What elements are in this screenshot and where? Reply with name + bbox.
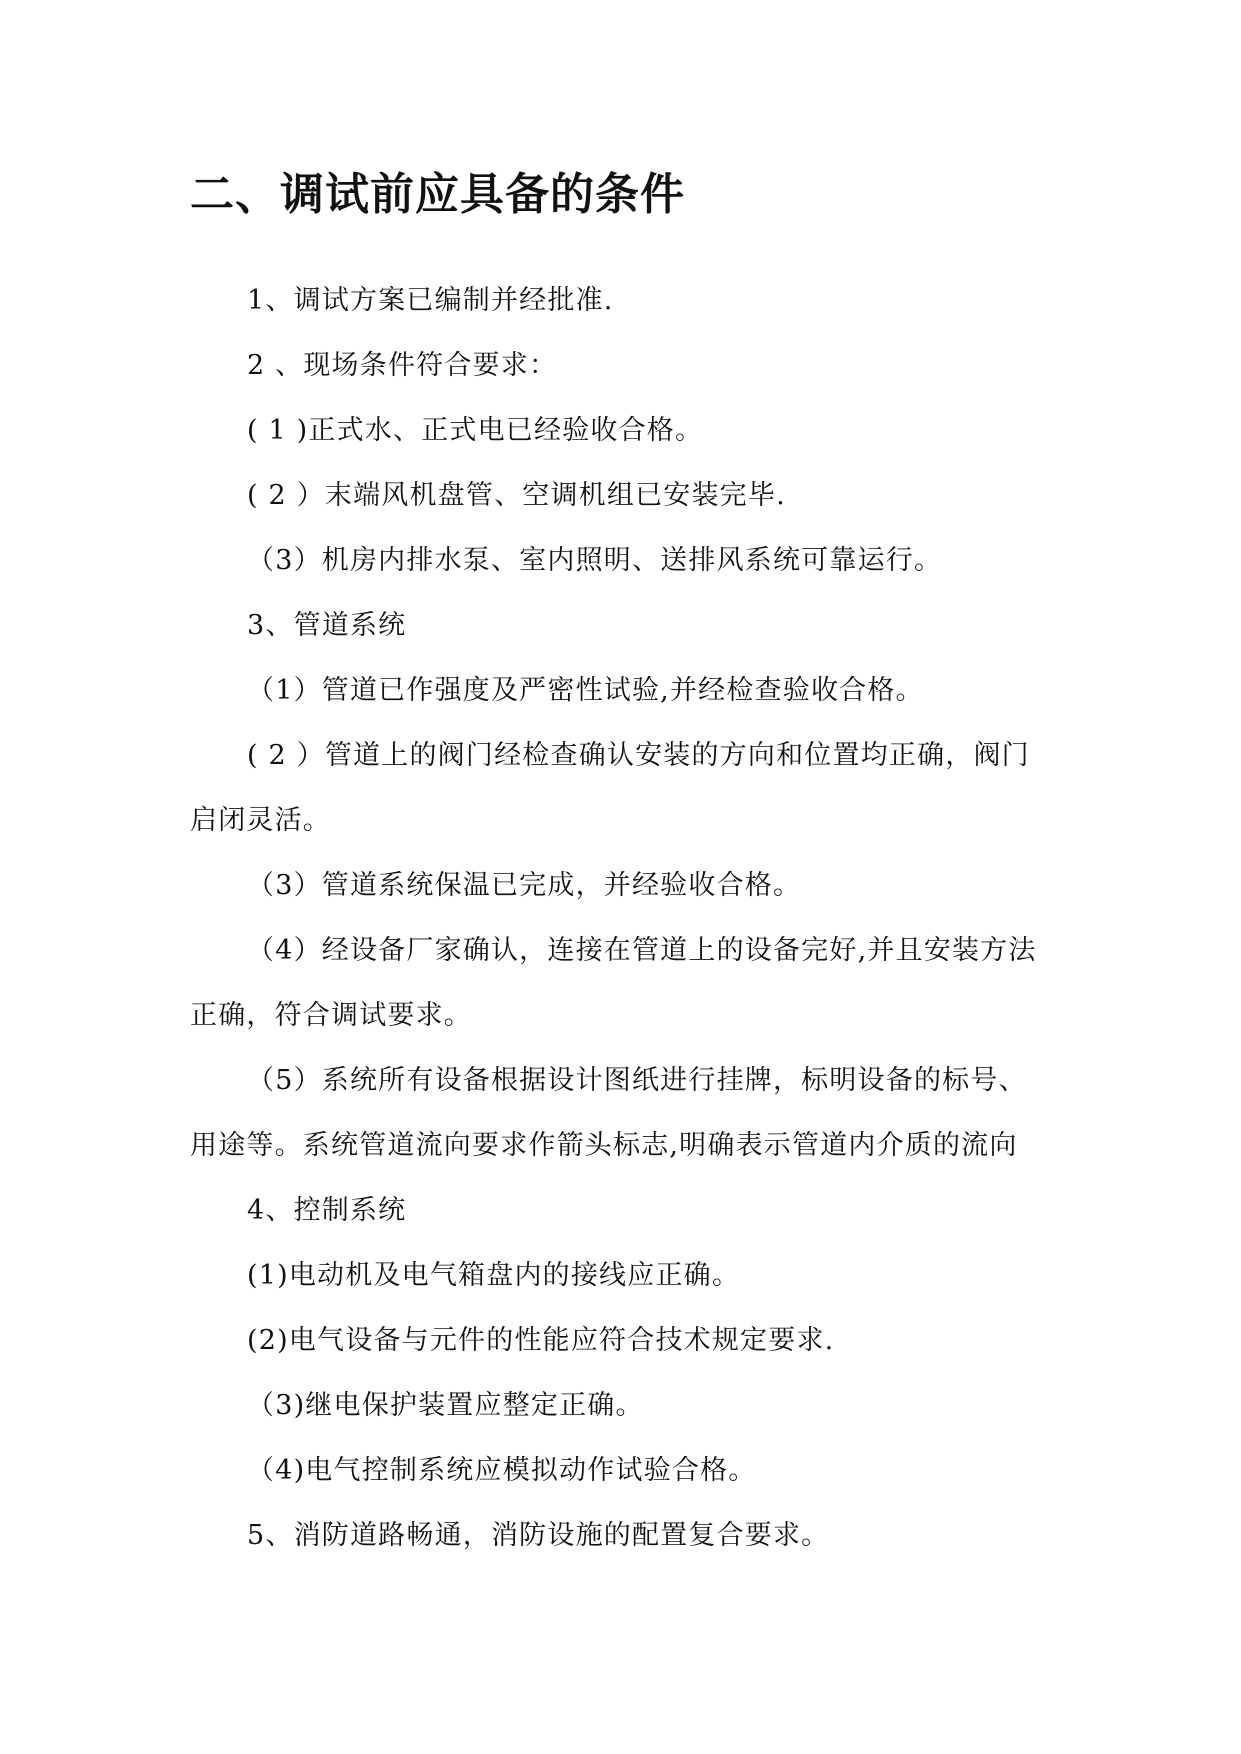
item-2-3: （3）机房内排水泵、室内照明、送排风系统可靠运行。 — [247, 545, 943, 576]
item-3-1: （1）管道已作强度及严密性试验,并经检查验收合格。 — [247, 675, 924, 706]
item-2-2: ( 2 ）末端风机盘管、空调机组已安装完毕. — [247, 480, 786, 511]
item-4-1: (1)电动机及电气箱盘内的接线应正确。 — [247, 1260, 741, 1291]
item-2-1: ( 1 )正式水、正式电已经验收合格。 — [247, 415, 704, 446]
item-3-4: （4）经设备厂家确认，连接在管道上的设备完好,并且安装方法 — [247, 935, 1037, 966]
item-4-4: （4)电气控制系统应模拟动作试验合格。 — [247, 1455, 757, 1486]
item-3-5-cont: 用途等。系统管道流向要求作箭头标志,明确表示管道内介质的流向 — [190, 1130, 1018, 1161]
item-1: 1、调试方案已编制并经批准. — [247, 285, 614, 316]
item-3-2: ( 2 ）管道上的阀门经检查确认安装的方向和位置均正确，阀门 — [247, 740, 1030, 771]
item-4: 4、控制系统 — [247, 1195, 407, 1226]
item-3-3: （3）管道系统保温已完成，并经验收合格。 — [247, 870, 802, 901]
section-title: 二、调试前应具备的条件 — [190, 169, 685, 220]
item-5: 5、消防道路畅通，消防设施的配置复合要求。 — [247, 1520, 830, 1551]
item-4-2: (2)电气设备与元件的性能应符合技术规定要求. — [247, 1325, 835, 1356]
item-4-3: （3)继电保护装置应整定正确。 — [247, 1390, 644, 1421]
item-2: 2 、现场条件符合要求： — [247, 350, 558, 381]
item-3-4-cont: 正确，符合调试要求。 — [190, 1000, 472, 1031]
item-3-2-cont: 启闭灵活。 — [190, 805, 331, 836]
item-3-5: （5）系统所有设备根据设计图纸进行挂牌，标明设备的标号、 — [247, 1065, 1027, 1096]
item-3: 3、管道系统 — [247, 610, 407, 641]
